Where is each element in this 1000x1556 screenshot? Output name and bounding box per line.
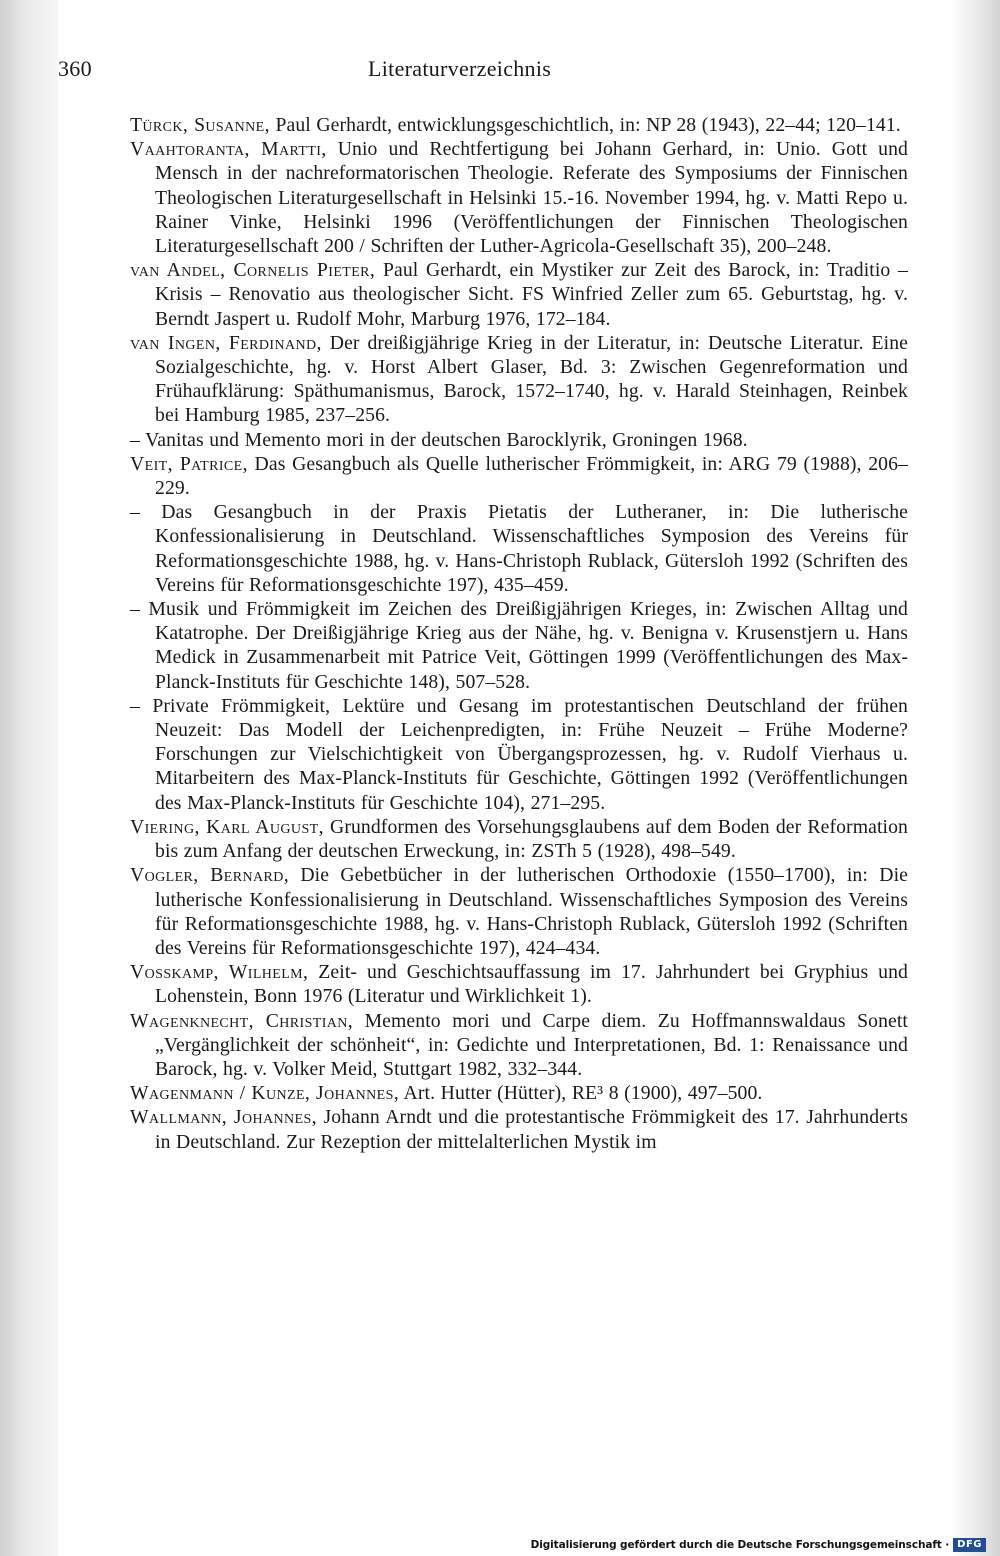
bib-text: – Vanitas und Memento mori in der deutschen Barocklyrik, Groningen 1968. [130, 428, 748, 451]
bib-text: Grundformen des Vorsehungsglaubens auf dem Boden der Reformation bis zum Anfang der deutschen Erweckung, in: ZSTh 5 (1928), 498–549. [155, 815, 908, 863]
bib-text: Paul Gerhardt, ein Mystiker zur Zeit des Barock, in: Traditio – Krisis – Renovatio aus theologischer Sicht. FS Winfried Zeller zum 65. Geburtstag, hg. v. Berndt Jaspert u. Rudolf Mohr, Marburg 1976, 172–184. [155, 259, 909, 330]
page-number: 360 [58, 56, 92, 81]
bib-text: Art. Hutter (Hütter), RE³ 8 (1900), 497–500. [399, 1082, 763, 1105]
bib-text: Memento mori und Carpe diem. Zu Hoffmannswaldaus Sonett „Vergänglichkeit der schönheit“, in: Gedichte und Interpretationen, Bd. 1: Renaissance und Barock, hg. v. Volker Meid, Stuttgart 1982, 332–344. [155, 1009, 908, 1080]
dfg-logo: DFG [953, 1538, 986, 1552]
bib-entry [130, 1105, 908, 1153]
page-header [58, 56, 908, 90]
bib-text: Das Gesangbuch als Quelle lutherischer Frömmigkeit, in: ARG 79 (1988), 206–229. [155, 452, 908, 500]
bib-text: Unio und Rechtfertigung bei Johann Gerhard, in: Unio. Gott und Mensch in der nachreformatorischen Theologie. Referate des Symposiums der Finnischen Theologischen Literaturgesellschaft in Helsinki 15.-16. November 1994, hg. v. Matti Repo u. Rainer Vinke, Helsinki 1996 (Veröffentlichungen der Finnischen Theologischen Literaturgesellschaft 200 / Schriften der Luther-Agricola-Gesellschaft 35), 200–248. [155, 138, 908, 258]
scan-edge-left [0, 0, 58, 1556]
bib-author: Vaahtoranta, Martti, [130, 138, 327, 161]
digitization-credit [531, 1537, 986, 1553]
bib-entry [130, 113, 908, 137]
bib-author: Vosskamp, Wilhelm, [130, 961, 309, 984]
bib-text: Johann Arndt und die protestantische Frömmigkeit des 17. Jahrhunderts in Deutschland. Zur Rezeption der mittelalterlichen Mystik im [155, 1106, 908, 1153]
bib-entry [130, 137, 908, 258]
bib-entry [130, 694, 908, 815]
bib-entry [130, 452, 908, 500]
scan-edge-right [950, 0, 1000, 1556]
bib-author: Vogler, Bernard, [130, 864, 290, 887]
bib-entry [130, 960, 908, 1008]
bib-author: Wagenmann / Kunze, Johannes, [130, 1082, 400, 1105]
bib-text: – Private Frömmigkeit, Lektüre und Gesang im protestantischen Deutschland der frühen Neuzeit: Das Modell der Leichenpredigten, in: Frühe Neuzeit – Frühe Moderne? Forschungen zur Vielschichtigkeit von Übergangsprozessen, hg. v. Rudolf Vierhaus u. Mitarbeitern des Max-Planck-Instituts für Geschichte, Göttingen 1992 (Veröffentlichungen des Max-Planck-Instituts für Geschichte 104), 271–295. [130, 694, 908, 814]
bib-entry [130, 1081, 908, 1105]
bib-entry [130, 863, 908, 960]
bib-entry [130, 500, 908, 597]
bib-entry [130, 258, 908, 331]
bib-author: van Andel, Cornelis Pieter, [130, 259, 376, 282]
bib-entry [130, 597, 908, 694]
bib-author: van Ingen, Ferdinand, [130, 331, 322, 354]
bib-text: Zeit- und Geschichtsauffassung im 17. Jahrhundert bei Gryphius und Lohenstein, Bonn 1976 (Literatur und Wirklichkeit 1). [155, 961, 908, 1008]
bib-author: Wallmann, Johannes, [130, 1106, 317, 1129]
running-head: Literaturverzeichnis [368, 56, 552, 81]
bib-author: Türck, Susanne, [130, 114, 270, 136]
bib-text: Paul Gerhardt, entwicklungsgeschichtlich, in: NP 28 (1943), 22–44; 120–141. [269, 114, 901, 136]
bib-text: – Das Gesangbuch in der Praxis Pietatis der Lutheraner, in: Die lutherische Konfessionalisierung in Deutschland. Wissenschaftliches Symposion des Vereins für Reformationsgeschichte 1988, hg. v. Hans-Christoph Rublack, Gütersloh 1992 (Schriften des Vereins für Reformationsgeschichte 197), 435–459. [130, 501, 908, 596]
bib-text: Die Gebetbücher in der lutherischen Orthodoxie (1550–1700), in: Die lutherische Konfessionalisierung in Deutschland. Wissenschaftliches Symposion des Vereins für Reformationsgeschichte 1988, hg. v. Hans-Christoph Rublack, Gütersloh 1992 (Schriften des Vereins für Reformationsgeschichte 197), 424–434. [155, 864, 908, 959]
bib-entry [130, 1009, 908, 1082]
bib-text: – Musik und Frömmigkeit im Zeichen des Dreißigjährigen Krieges, in: Zwischen Alltag und Katatrophe. Der Dreißigjährige Krieg aus der Nähe, hg. v. Benigna v. Krusenstjern u. Hans Medick in Zusammenarbeit mit Patrice Veit, Göttingen 1999 (Veröffentlichungen des Max-Planck-Instituts für Geschichte 148), 507–528. [130, 598, 908, 693]
bib-author: Wagenknecht, Christian, [130, 1009, 354, 1032]
credit-text: Digitalisierung gefördert durch die Deutsche Forschungsgemeinschaft · [530, 1539, 950, 1551]
bibliography-list [130, 113, 908, 1154]
bib-text: Der dreißigjährige Krieg in der Literatur, in: Deutsche Literatur. Eine Sozialgeschichte, hg. v. Horst Albert Glaser, Bd. 3: Zwischen Gegenreformation und Frühaufklärung: Späthumanismus, Barock, 1572–1740, hg. v. Harald Steinhagen, Reinbek bei Hamburg 1985, 237–256. [155, 331, 909, 427]
bib-author: Veit, Patrice, [130, 452, 248, 475]
bib-entry [130, 331, 908, 428]
bib-author: Viering, Karl August, [130, 815, 324, 838]
bib-entry [130, 815, 908, 863]
bib-entry [130, 428, 908, 452]
